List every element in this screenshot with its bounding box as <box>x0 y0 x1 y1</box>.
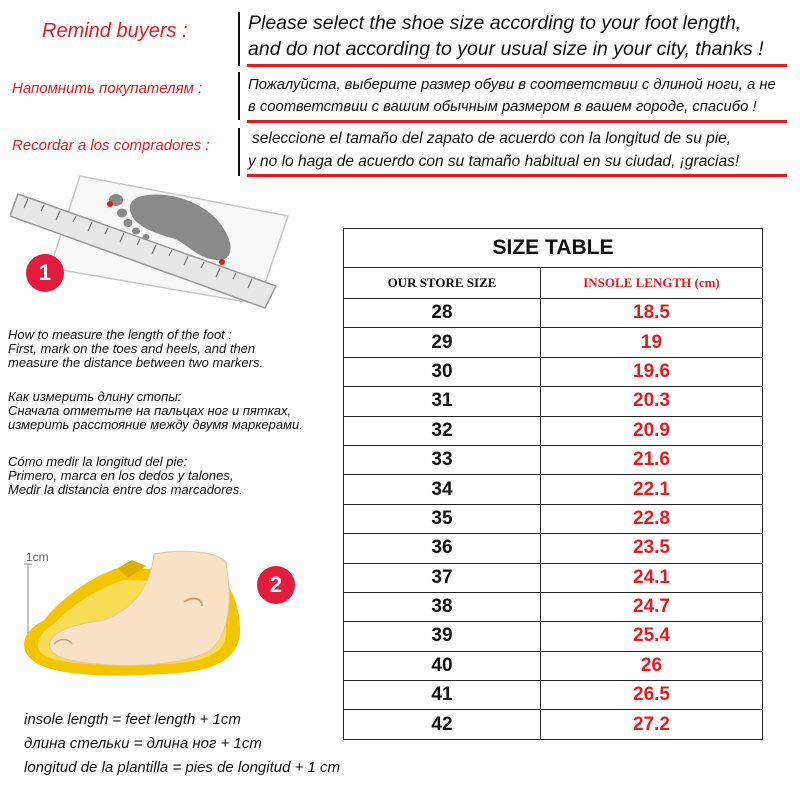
one-cm-label: 1cm <box>26 550 49 564</box>
insole-length-cell: 22.1 <box>541 475 763 504</box>
underline-en <box>247 64 787 67</box>
step-1-badge: 1 <box>26 254 64 292</box>
table-row <box>344 299 763 328</box>
formula-ru: длина стельки = длина ног + 1cm <box>24 735 262 752</box>
instructions-en-line1: How to measure the length of the foot : <box>8 327 233 342</box>
table-row <box>344 622 763 651</box>
store-size-cell: 32 <box>344 416 541 445</box>
reminder-es-line2: y no lo haga de acuerdo con su tamaño habitual en su ciudad, ¡gracias! <box>248 153 740 170</box>
instructions-es <box>8 455 243 497</box>
remind-label-es: Recordar a los compradores : <box>12 137 210 154</box>
store-size-cell: 34 <box>344 475 541 504</box>
insole-length-cell: 20.3 <box>541 387 763 416</box>
insole-length-cell: 24.1 <box>541 563 763 592</box>
store-size-cell: 39 <box>344 622 541 651</box>
insole-length-cell: 26.5 <box>541 681 763 710</box>
column-header-store-size: OUR STORE SIZE <box>344 268 541 299</box>
step-2-badge: 2 <box>257 566 295 604</box>
reminder-en-line1: Please select the shoe size according to your foot length, <box>248 12 742 34</box>
store-size-cell: 33 <box>344 445 541 474</box>
size-table-body <box>344 299 763 740</box>
store-size-cell: 29 <box>344 328 541 357</box>
store-size-cell: 30 <box>344 357 541 386</box>
reminder-ru-line2: в соответствии с вашим обычным размером в вашем городе, спасибо ! <box>248 99 757 115</box>
store-size-cell: 36 <box>344 534 541 563</box>
insole-length-cell: 21.6 <box>541 445 763 474</box>
instructions-es-line2: Primero, marca en los dedos y talones, <box>8 468 234 483</box>
table-row <box>344 681 763 710</box>
table-row <box>344 328 763 357</box>
store-size-cell: 31 <box>344 387 541 416</box>
column-header-insole-length: INSOLE LENGTH (cm) <box>541 268 763 299</box>
size-table-title: SIZE TABLE <box>344 229 763 268</box>
reminder-en-line2: and do not according to your usual size in your city, thanks ! <box>248 38 764 60</box>
table-row <box>344 387 763 416</box>
size-table <box>343 228 763 740</box>
foot-ruler-illustration <box>10 168 295 318</box>
separator-en <box>238 12 240 66</box>
insole-length-cell: 20.9 <box>541 416 763 445</box>
table-row <box>344 357 763 386</box>
store-size-cell: 40 <box>344 651 541 680</box>
instructions-ru-line3: измерить расстояние между двумя маркерами. <box>8 417 303 432</box>
reminder-es-line1: seleccione el tamaño del zapato de acuerdo con la longitud de su pie, <box>252 130 732 147</box>
store-size-cell: 37 <box>344 563 541 592</box>
remind-label-en: Remind buyers : <box>42 20 188 42</box>
foot-insole-illustration <box>14 548 254 688</box>
store-size-cell: 38 <box>344 592 541 621</box>
underline-ru <box>247 120 787 123</box>
instructions-en-line3: measure the distance between two markers. <box>8 355 264 370</box>
insole-length-cell: 26 <box>541 651 763 680</box>
separator-ru <box>238 72 240 120</box>
store-size-cell: 42 <box>344 710 541 739</box>
insole-length-cell: 18.5 <box>541 299 763 328</box>
instructions-ru-line1: Как измерить длину стопы: <box>8 389 182 404</box>
table-row <box>344 445 763 474</box>
table-row <box>344 534 763 563</box>
store-size-cell: 41 <box>344 681 541 710</box>
insole-length-cell: 27.2 <box>541 710 763 739</box>
instructions-en <box>8 328 263 370</box>
instructions-es-line1: Cómo medir la longitud del pie: <box>8 454 188 469</box>
instructions-en-line2: First, mark on the toes and heels, and then <box>8 341 256 356</box>
insole-length-cell: 19 <box>541 328 763 357</box>
table-row <box>344 475 763 504</box>
instructions-ru <box>8 390 303 432</box>
table-row <box>344 504 763 533</box>
formula-en: insole length = feet length + 1cm <box>24 711 241 728</box>
insole-length-cell: 23.5 <box>541 534 763 563</box>
reminder-ru-line1: Пожалуйста, выберите размер обуви в соответствии с длиной ноги, а не <box>248 77 776 93</box>
underline-es <box>247 174 787 177</box>
table-row <box>344 651 763 680</box>
formula-es: longitud de la plantilla = pies de longitud + 1 cm <box>24 759 341 776</box>
instructions-ru-line2: Сначала отметьте на пальцах ног и пятках, <box>8 403 292 418</box>
store-size-cell: 35 <box>344 504 541 533</box>
table-row <box>344 710 763 739</box>
store-size-cell: 28 <box>344 299 541 328</box>
insole-length-cell: 22.8 <box>541 504 763 533</box>
insole-length-cell: 24.7 <box>541 592 763 621</box>
insole-length-cell: 25.4 <box>541 622 763 651</box>
table-row <box>344 563 763 592</box>
table-row <box>344 592 763 621</box>
insole-length-cell: 19.6 <box>541 357 763 386</box>
table-row <box>344 416 763 445</box>
instructions-es-line3: Medir la distancia entre dos marcadores. <box>8 482 243 497</box>
remind-label-ru: Напомнить покупателям : <box>12 80 203 97</box>
